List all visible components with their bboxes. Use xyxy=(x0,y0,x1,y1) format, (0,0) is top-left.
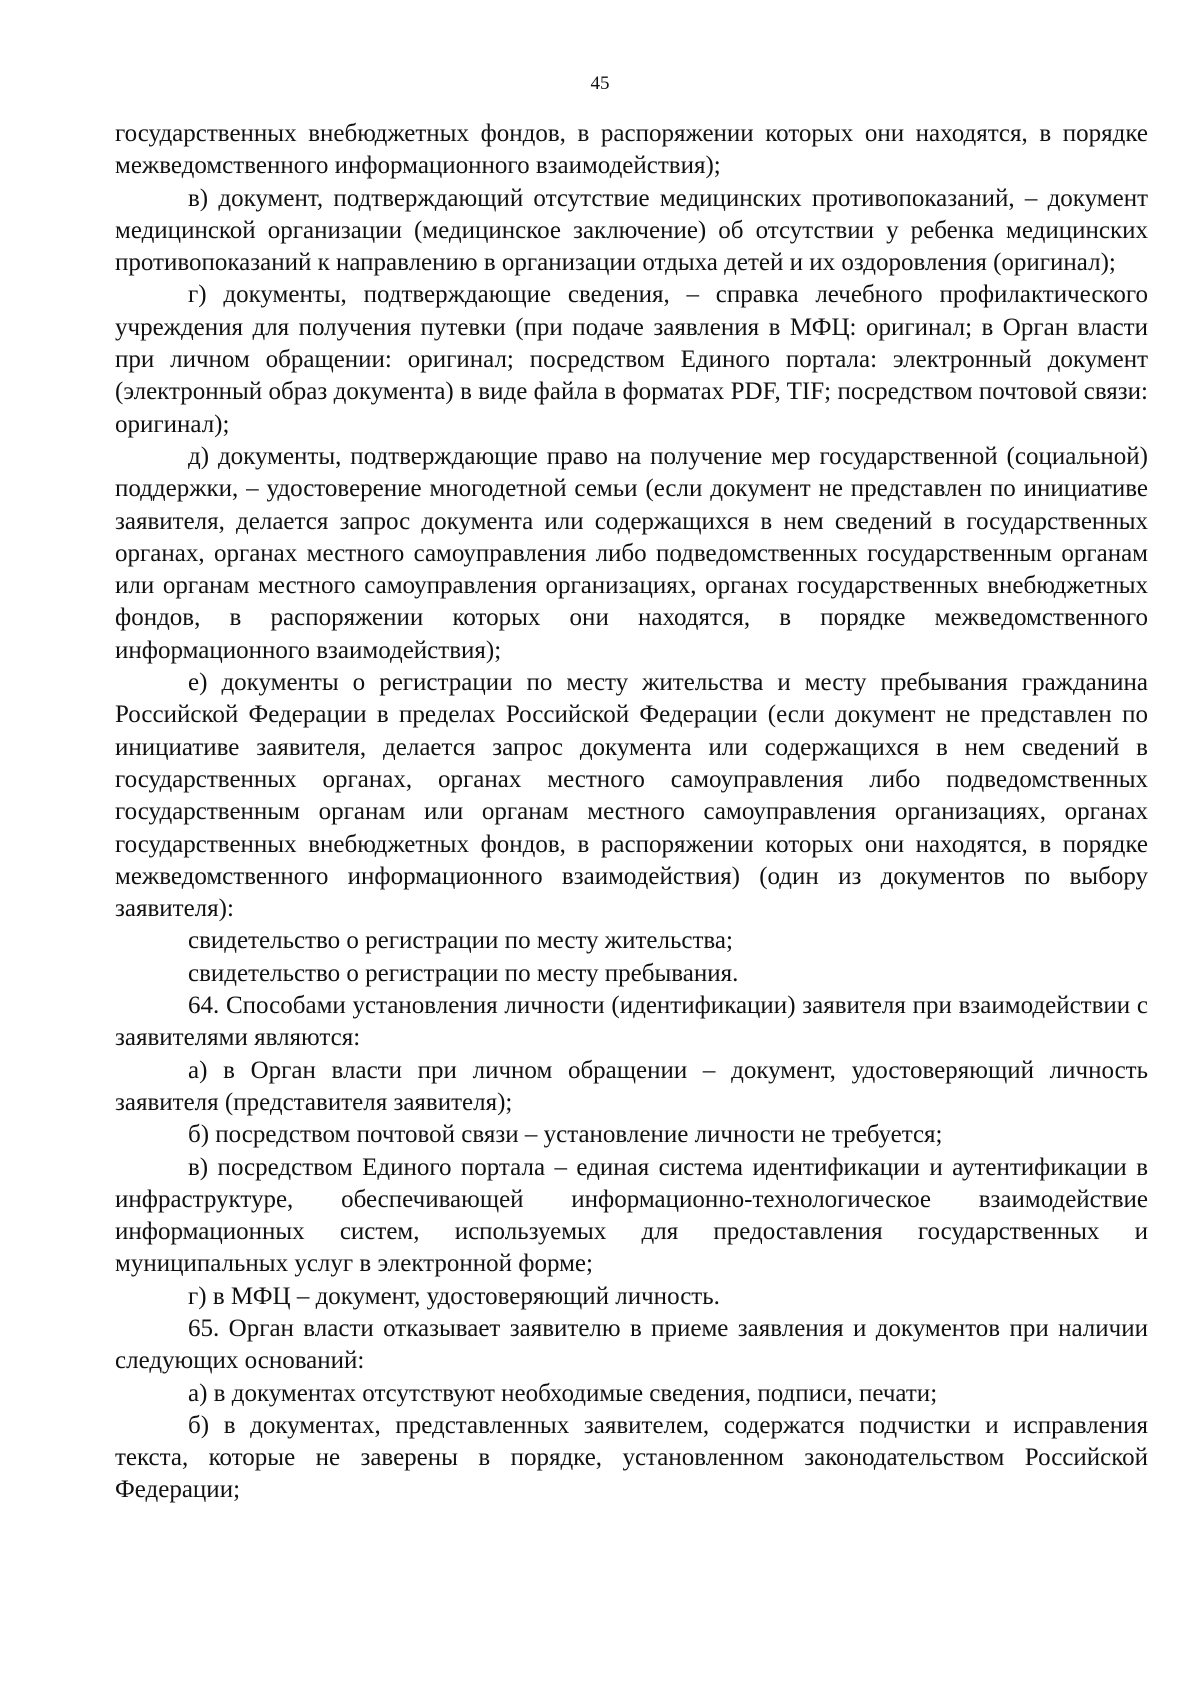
document-body xyxy=(115,118,1148,1507)
paragraph-continuation: государственных внебюджетных фондов, в распоряжении которых они находятся, в порядке межведомственного информационного взаимодействия); xyxy=(115,120,1148,180)
paragraph-65-refusal: 65. Орган власти отказывает заявителю в приеме заявления и документов при наличии следующих оснований: xyxy=(115,1314,1148,1375)
paragraph-64-v: в) посредством Единого портала – единая система идентификации и аутентификации в инфраструктуре, обеспечивающей информационно-технологическое взаимодействие информационных систем, используемых для предоставления государственных и муниципальных услуг в электронной форме; xyxy=(115,1153,1148,1278)
paragraph-64-a: а) в Орган власти при личном обращении – документ, удостоверяющий личность заявителя (представителя заявителя); xyxy=(115,1056,1148,1116)
paragraph-residence-certificate: свидетельство о регистрации по месту жительства; xyxy=(188,927,733,955)
paragraph-item-d-support: д) документы, подтверждающие право на получение мер государственной (социальной) поддержки, – удостоверение многодетной семьи (если документ не представлен по инициативе заявителя, делается запрос документа или содержащихся в нем сведений в государственных органах, органах местного самоуправления либо подведомственных государственным органам или органам местного самоуправления организациях, органах государственных внебюджетных фондов, в распоряжении которых они находятся, в порядке межведомственного информационного взаимодействия); xyxy=(115,442,1148,664)
paragraph-item-e-registration: е) документы о регистрации по месту жительства и месту пребывания гражданина Российской Федерации в пределах Российской Федерации (если документ не представлен по инициативе заявителя, делается запрос документа или содержащихся в нем сведений в государственных органах, органах местного самоуправления либо подведомственных государственным органам или органам местного самоуправления организациях, органах государственных внебюджетных фондов, в распоряжении которых они находятся, в порядке межведомственного информационного взаимодействия) (один из документов по выбору заявителя): xyxy=(115,669,1148,923)
page-number: 45 xyxy=(590,73,610,94)
paragraph-64-identification: 64. Способами установления личности (идентификации) заявителя при взаимодействии с заявителями являются: xyxy=(115,992,1148,1052)
paragraph-item-v-medical: в) документ, подтверждающий отсутствие медицинских противопоказаний, – документ медицинской организации (медицинское заключение) об отсутствии у ребенка медицинских противопоказаний к направлению в организации отдыха детей и их оздоровления (оригинал); xyxy=(115,184,1148,277)
paragraph-item-g-certificate: г) документы, подтверждающие сведения, – справка лечебного профилактического учреждения для получения путевки (при подаче заявления в МФЦ: оригинал; в Орган власти при личном обращении: оригинал; посредством Единого портала: электронный документ (электронный образ документа) в виде файла в форматах PDF, TIF; посредством почтовой связи: оригинал); xyxy=(115,281,1148,438)
paragraph-64-b: б) посредством почтовой связи – установление личности не требуется; xyxy=(188,1121,943,1149)
paragraph-65-b: б) в документах, представленных заявителем, содержатся подчистки и исправления текста, которые не заверены в порядке, установленном законодательством Российской Федерации; xyxy=(115,1411,1148,1504)
paragraph-64-g: г) в МФЦ – документ, удостоверяющий личность. xyxy=(188,1282,720,1310)
paragraph-stay-certificate: свидетельство о регистрации по месту пребывания. xyxy=(188,959,739,987)
paragraph-65-a: а) в документах отсутствуют необходимые сведения, подписи, печати; xyxy=(188,1379,938,1407)
